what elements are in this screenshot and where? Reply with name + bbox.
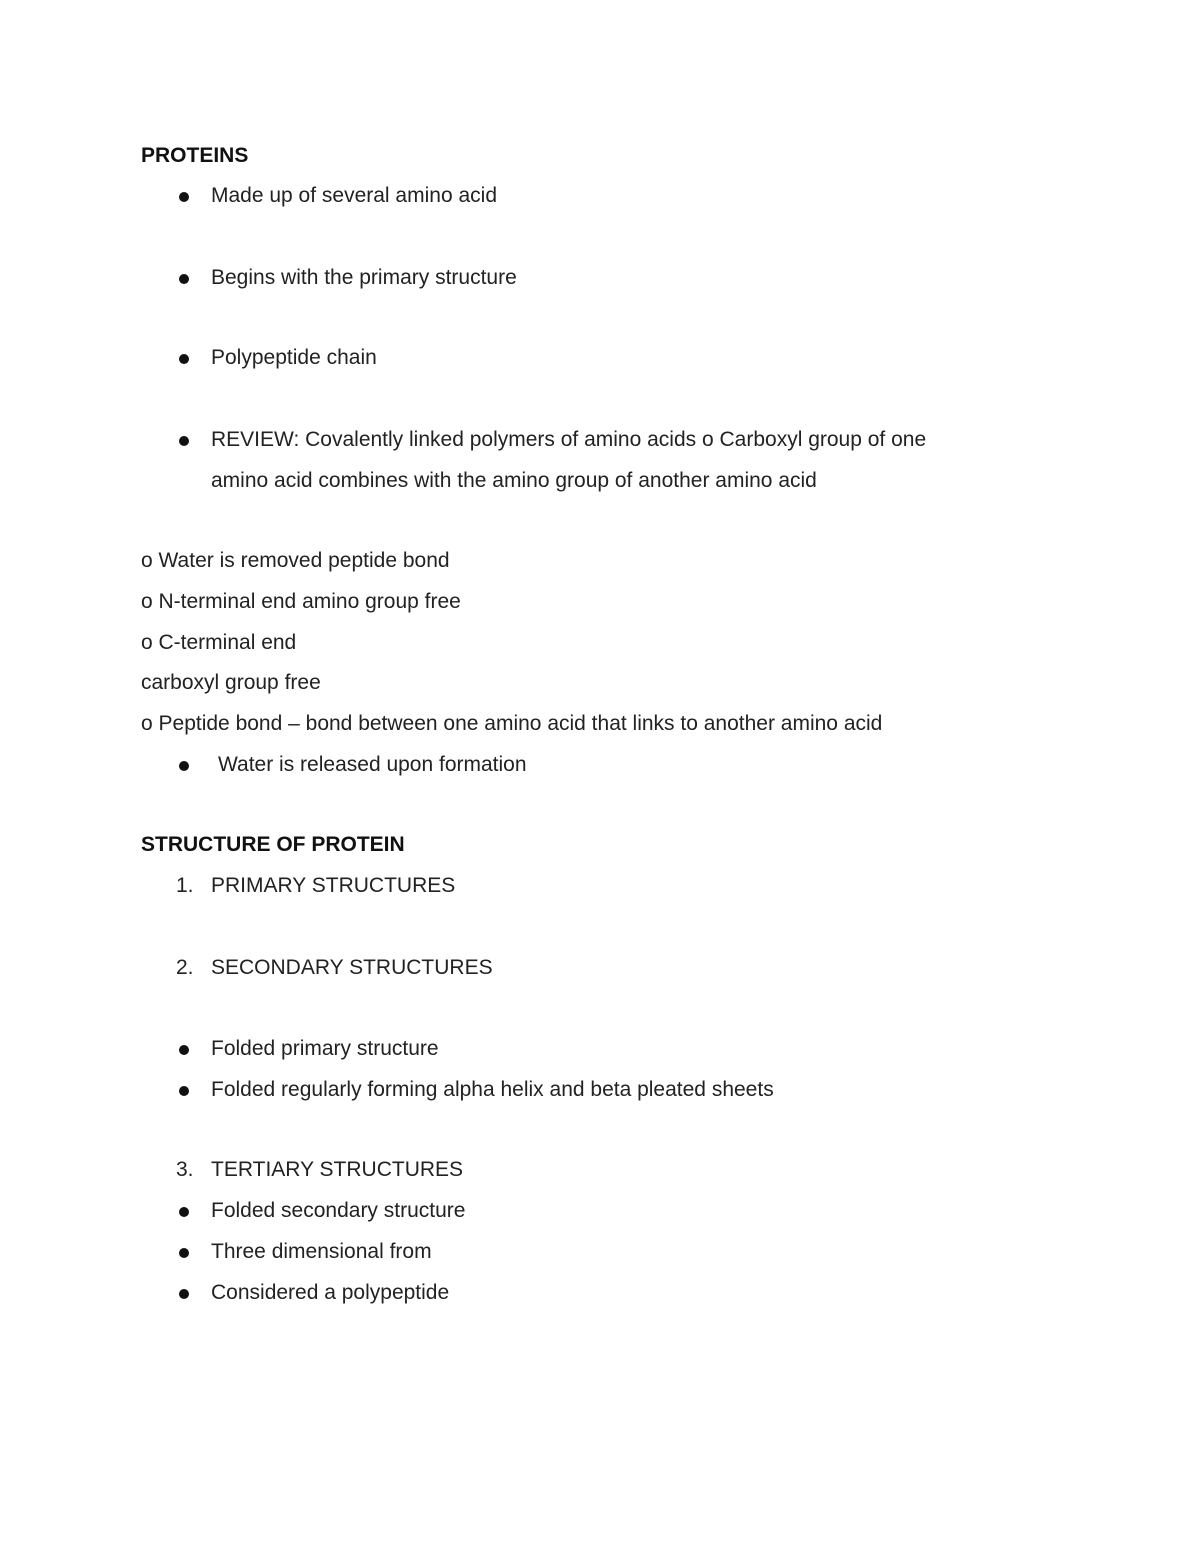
bullet-icon: [179, 1289, 189, 1299]
bullet-text: Three dimensional from: [211, 1240, 432, 1263]
list-number: 2.: [176, 956, 194, 979]
heading-structure-of-protein: STRUCTURE OF PROTEIN: [141, 833, 405, 856]
bullet-icon: [179, 274, 189, 284]
list-number: 3.: [176, 1158, 194, 1181]
note-line: o N-terminal end amino group free: [141, 590, 461, 613]
bullet-text: Polypeptide chain: [211, 346, 377, 369]
heading-proteins: PROTEINS: [141, 144, 249, 167]
note-line: o Peptide bond – bond between one amino acid that links to another amino acid: [141, 712, 883, 735]
bullet-text: Begins with the primary structure: [211, 266, 517, 289]
note-line: o Water is removed peptide bond: [141, 549, 450, 572]
bullet-icon: [179, 1045, 189, 1055]
list-item-primary: PRIMARY STRUCTURES: [211, 874, 456, 897]
bullet-icon: [179, 761, 189, 771]
bullet-text: Folded regularly forming alpha helix and beta pleated sheets: [211, 1078, 774, 1101]
list-number: 1.: [176, 874, 194, 897]
bullet-text: Folded secondary structure: [211, 1199, 466, 1222]
bullet-icon: [179, 1207, 189, 1217]
note-line: carboxyl group free: [141, 671, 321, 694]
list-item-secondary: SECONDARY STRUCTURES: [211, 956, 493, 979]
bullet-text-continued: amino acid combines with the amino group of another amino acid: [211, 469, 817, 492]
bullet-icon: [179, 192, 189, 202]
bullet-text: Made up of several amino acid: [211, 184, 497, 207]
bullet-text: Considered a polypeptide: [211, 1281, 450, 1304]
bullet-text: REVIEW: Covalently linked polymers of amino acids o Carboxyl group of one: [211, 428, 927, 451]
bullet-icon: [179, 436, 189, 446]
note-line: o C-terminal end: [141, 631, 297, 654]
bullet-text: Folded primary structure: [211, 1037, 439, 1060]
bullet-icon: [179, 1248, 189, 1258]
sub-bullet-text: Water is released upon formation: [218, 753, 527, 776]
bullet-icon: [179, 1086, 189, 1096]
bullet-icon: [179, 354, 189, 364]
list-item-tertiary: TERTIARY STRUCTURES: [211, 1158, 464, 1181]
